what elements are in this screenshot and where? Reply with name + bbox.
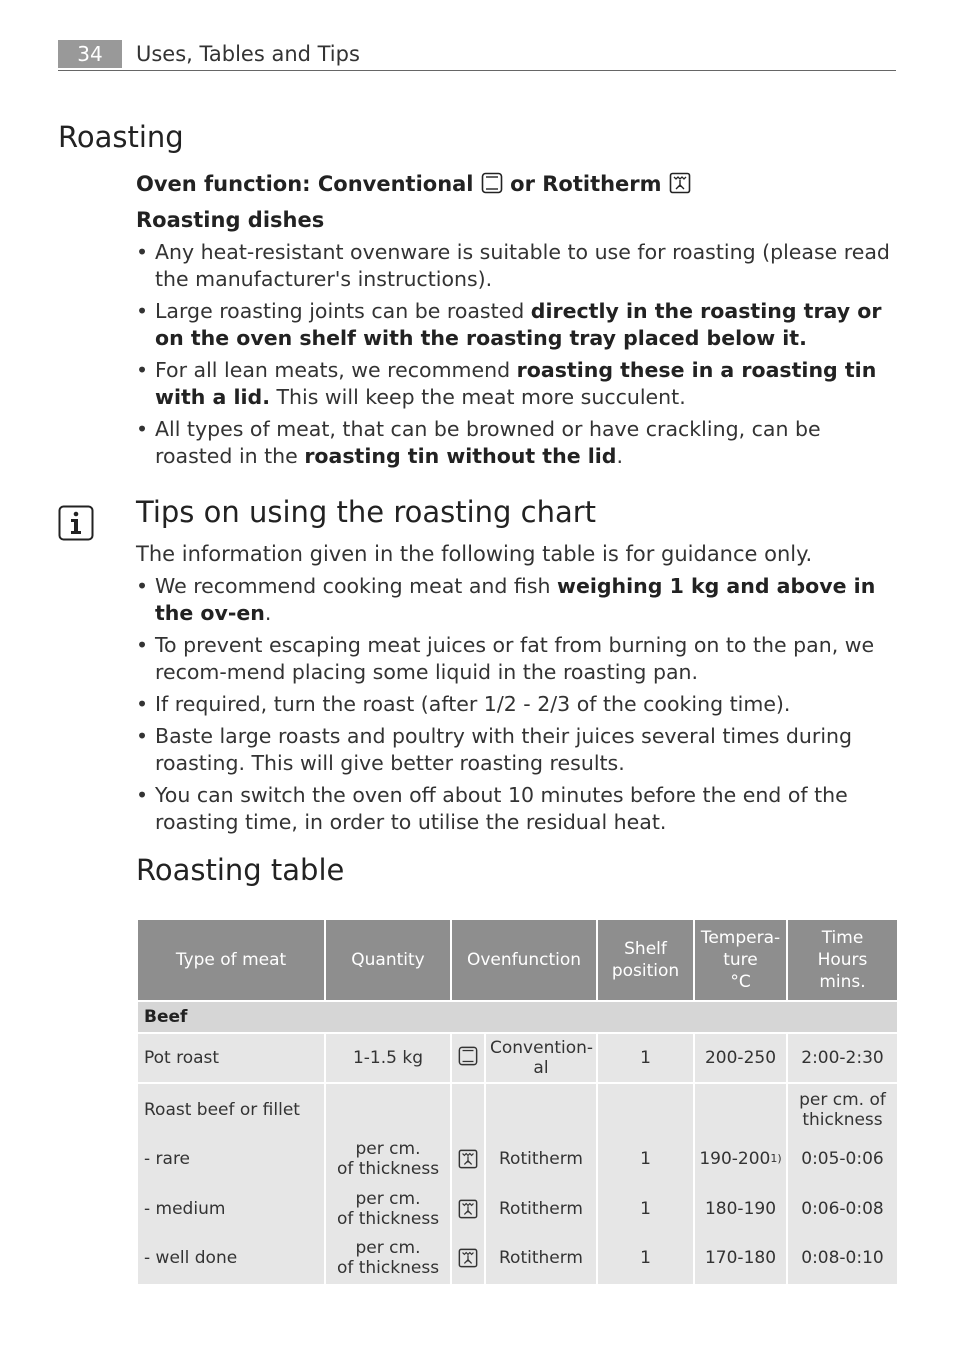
list-item: • If required, turn the roast (after 1/2 - 2/3 of the cooking time). <box>136 692 791 716</box>
col-temperature: Tempera- ture °C <box>694 919 787 1001</box>
oven-function-prefix: Oven function: Conventional <box>136 172 474 196</box>
list-item: • All types of meat, that can be browned or have crackling, can be roasted in the roasting tin without the lid. <box>136 417 821 468</box>
rotitherm-icon <box>669 172 691 194</box>
rotitherm-icon <box>458 1248 478 1268</box>
info-icon <box>58 505 94 541</box>
tips-bullets <box>136 573 896 841</box>
conventional-icon <box>481 172 503 194</box>
rotitherm-icon <box>458 1199 478 1219</box>
table-header-row <box>137 919 898 1001</box>
page-header <box>58 40 896 71</box>
list-item: • Baste large roasts and poultry with their juices several times during roasting. This will give better roasting results. <box>136 724 853 775</box>
roasting-bullets <box>136 239 896 475</box>
list-item: • You can switch the oven off about 10 minutes before the end of the roasting time, in order to utilise the residual heat. <box>136 783 848 834</box>
roasting-table-title: Roasting table <box>136 853 345 887</box>
col-shelf: Shelf position <box>597 919 694 1001</box>
col-type: Type of meat <box>137 919 325 1001</box>
category-beef: Beef <box>137 1001 898 1033</box>
table-row: Roast beef or fillet - rare - medium - well done per cm. of thickness per cm. of thickness per cm. of thickness Rotitherm Rotitherm Rotitherm 1 1 1 190-200 1) 180-190 170-180 per cm. of thickness 0:05-0:06 0:06-0:08 0:08-0:10 <box>137 1083 898 1285</box>
rotitherm-icon <box>458 1149 478 1169</box>
list-item: • For all lean meats, we recommend roasting these in a roasting tin with a lid. This will keep the meat more succulent. <box>136 358 877 409</box>
list-item: • Any heat-resistant ovenware is suitable to use for roasting (please read the manufacturer's instructions). <box>136 240 890 291</box>
page-number: 34 <box>58 40 122 68</box>
conventional-icon <box>458 1046 478 1066</box>
tips-title: Tips on using the roasting chart <box>136 495 597 529</box>
col-function: Ovenfunction <box>451 919 597 1001</box>
section-title: Uses, Tables and Tips <box>136 42 360 66</box>
oven-function-or: or Rotitherm <box>510 172 662 196</box>
col-time: Time Hours mins. <box>787 919 898 1001</box>
table-row: Pot roast 1-1.5 kg Convention- al 1 200-250 2:00-2:30 <box>137 1033 898 1083</box>
list-item: • To prevent escaping meat juices or fat from burning on to the pan, we recom-mend placing some liquid in the roasting pan. <box>136 633 875 684</box>
tips-intro: The information given in the following table is for guidance only. <box>136 542 813 566</box>
col-quantity: Quantity <box>325 919 451 1001</box>
roasting-title: Roasting <box>58 120 184 154</box>
list-item: • Large roasting joints can be roasted directly in the roasting tray or on the oven shelf with the roasting tray placed below it. <box>136 299 882 350</box>
list-item: • We recommend cooking meat and fish weighing 1 kg and above in the ov-en. <box>136 574 876 625</box>
oven-function-line <box>136 172 691 196</box>
table-category-row <box>137 1001 898 1033</box>
roasting-table <box>136 918 899 1286</box>
roasting-dishes-heading: Roasting dishes <box>136 208 325 232</box>
